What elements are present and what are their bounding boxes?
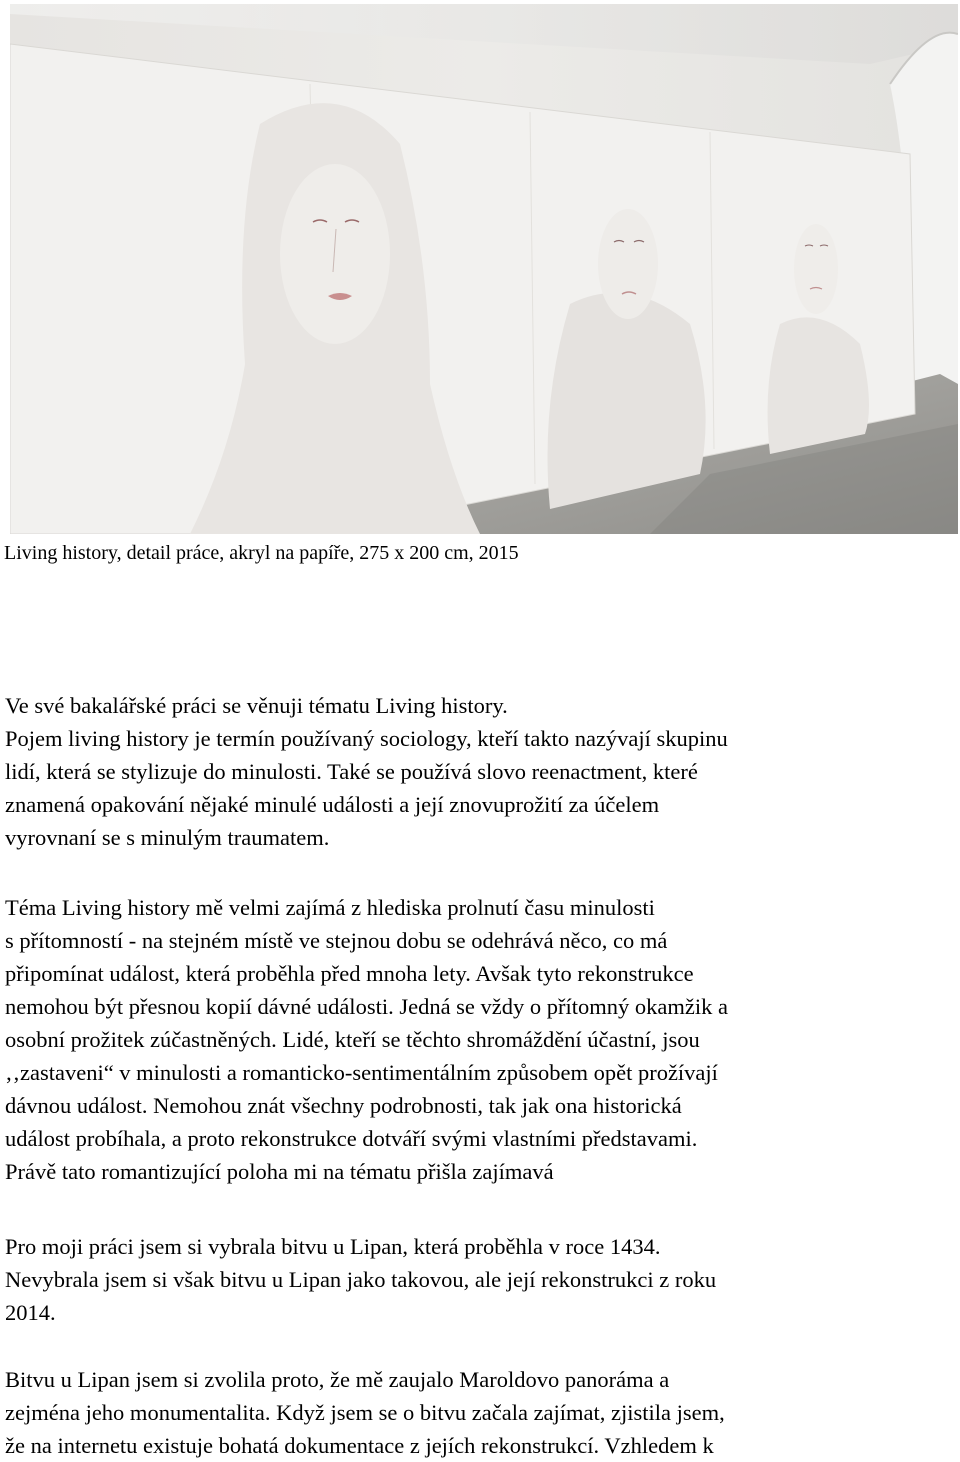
text-line: Pojem living history je termín používaný sociology, kteří takto nazývají skupinu: [5, 726, 728, 751]
text-line: Bitvu u Lipan jsem si zvolila proto, že mě zaujalo Maroldovo panoráma a: [5, 1367, 670, 1392]
text-line: Ve své bakalářské práci se věnuji tématu Living history.: [5, 693, 508, 718]
text-line: nemohou být přesnou kopií dávné události. Jedná se vždy o přítomný okamžik a: [5, 994, 728, 1019]
text-line: Pro moji práci jsem si vybrala bitvu u Lipan, která proběhla v roce 1434.: [5, 1234, 661, 1259]
paragraph-panorama: [5, 1363, 955, 1462]
text-line: znamená opakování nějaké minulé události a její znovuprožití za účelem: [5, 792, 660, 817]
text-line: ‚‚zastaveni“ v minulosti a romanticko-sentimentálním způsobem opět prožívají: [5, 1060, 718, 1085]
text-line: s přítomností - na stejném místě ve stejnou dobu se odehrává něco, co má: [5, 928, 668, 953]
text-line: Nevybrala jsem si však bitvu u Lipan jako takovou, ale její rekonstrukci z roku: [5, 1267, 717, 1292]
paragraph-battle-choice: [5, 1230, 955, 1329]
text-line: 2014.: [5, 1300, 56, 1325]
text-line: osobní prožitek zúčastněných. Lidé, kteří se těchto shromáždění účastní, jsou: [5, 1027, 700, 1052]
text-line: událost probíhala, a proto rekonstrukce dotváří svými vlastními představami.: [5, 1126, 698, 1151]
text-line: Právě tato romantizující poloha mi na tématu přišla zajímavá: [5, 1159, 554, 1184]
paragraph-intro: [5, 689, 955, 854]
paragraph-theme: [5, 891, 955, 1188]
text-line: vyrovnaní se s minulým traumatem.: [5, 825, 330, 850]
text-line: že na internetu existuje bohatá dokumentace z jejích rekonstrukcí. Vzhledem k: [5, 1433, 714, 1458]
figure-caption: Living history, detail práce, akryl na papíře, 275 x 200 cm, 2015: [4, 542, 519, 564]
text-line: Téma Living history mě velmi zajímá z hlediska prolnutí času minulosti: [5, 895, 655, 920]
text-line: lidí, která se stylizuje do minulosti. Také se používá slovo reenactment, které: [5, 759, 698, 784]
artwork-photo: [10, 4, 958, 534]
text-line: připomínat událost, která proběhla před mnoha lety. Avšak tyto rekonstrukce: [5, 961, 694, 986]
text-line: zejména jeho monumentalita. Když jsem se o bitvu začala zajímat, zjistila jsem,: [5, 1400, 725, 1425]
text-line: dávnou událost. Nemohou znát všechny podrobnosti, tak jak ona historická: [5, 1093, 682, 1118]
